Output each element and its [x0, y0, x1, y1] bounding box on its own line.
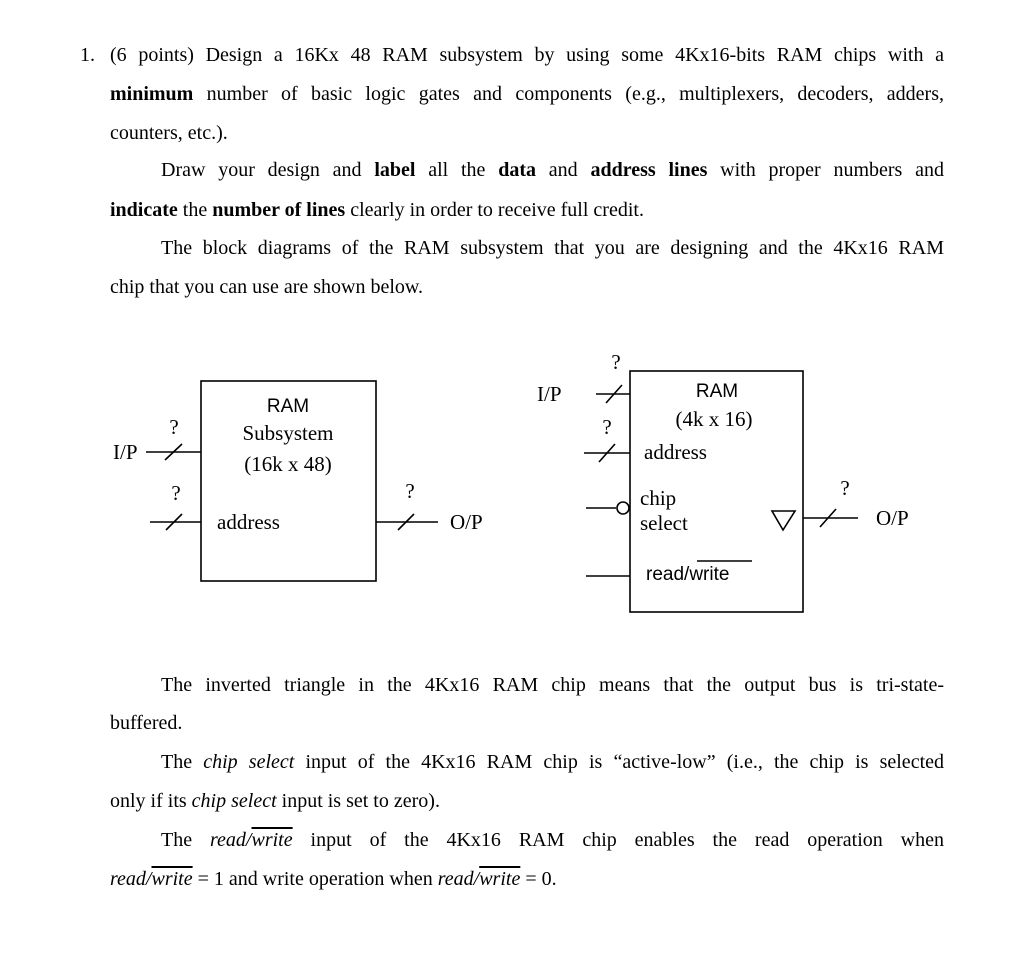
text: with proper numbers and	[707, 159, 944, 181]
read-italic: read/	[110, 868, 152, 890]
select-label: select	[640, 511, 688, 535]
indicate-bold: indicate	[110, 199, 178, 221]
read-write-label	[646, 564, 729, 585]
read-text: read/	[646, 564, 690, 585]
write-overline: write	[251, 829, 293, 851]
question-number: 1.	[80, 44, 95, 66]
tri-state-triangle	[772, 511, 795, 530]
text: input of the 4Kx16 RAM chip is “active-low” (i.e., the chip is selected	[294, 751, 944, 773]
chip-select-italic: chip select	[203, 751, 295, 773]
chip-select-line-2	[110, 789, 440, 813]
write-overline: write	[479, 868, 521, 890]
write-overline: write	[151, 868, 193, 890]
right-address-label: address	[644, 440, 707, 464]
chip-select-bubble	[617, 502, 629, 514]
text: input of the 4Kx16 RAM chip enables the read operation when	[292, 829, 944, 851]
text: all the	[415, 159, 499, 181]
read-italic: read/	[210, 829, 252, 851]
text: clearly in order to receive full credit.	[345, 199, 644, 221]
chip-label: chip	[640, 486, 677, 510]
right-op-question: ?	[840, 476, 850, 500]
text: Design a 16Kx 48 RAM subsystem by using some 4Kx16-bits RAM chips with a	[193, 44, 945, 66]
right-ram-title: RAM	[695, 381, 739, 402]
number-of-lines-bold: number of lines	[212, 199, 346, 221]
right-op-label: O/P	[876, 506, 909, 530]
left-subsystem-label: Subsystem	[242, 421, 334, 445]
text: The	[161, 751, 204, 773]
block-intro-line-1: The block diagrams of the RAM subsystem that you are designing and the 4Kx16 RAM	[161, 237, 944, 259]
address-lines-bold: address lines	[590, 159, 708, 181]
text: input is set to zero).	[276, 790, 440, 812]
left-ram-title: RAM	[266, 396, 310, 417]
left-op-question: ?	[405, 479, 415, 503]
right-address-question: ?	[602, 415, 612, 439]
question-line-3: counters, etc.).	[110, 122, 228, 144]
label-bold: label	[374, 159, 416, 181]
left-ip-label: I/P	[113, 440, 138, 464]
left-ip-question: ?	[169, 415, 179, 439]
chip-select-italic: chip select	[191, 790, 277, 812]
text: and	[536, 159, 591, 181]
text: number of basic logic gates and components (e.g., multiplexers, decoders, adders,	[193, 83, 944, 105]
write-text: write	[689, 564, 730, 585]
read-write-line-2	[110, 867, 557, 891]
tri-state-line-1: The inverted triangle in the 4Kx16 RAM chip means that the output bus is tri-state-	[161, 674, 944, 696]
text: only if its	[110, 790, 192, 812]
minimum-bold: minimum	[110, 83, 194, 105]
block-intro-line-2: chip that you can use are shown below.	[110, 276, 424, 298]
left-address-question: ?	[171, 481, 181, 505]
chip-select-line-1	[161, 750, 944, 774]
data-bold: data	[498, 159, 537, 181]
right-size-label: (4k x 16)	[675, 407, 753, 431]
tri-state-line-2: buffered.	[110, 712, 183, 734]
right-ip-question: ?	[611, 350, 621, 374]
read-write-line-1	[161, 828, 944, 852]
left-size-label: (16k x 48)	[244, 452, 332, 476]
text: = 0.	[520, 868, 557, 890]
points-label: (6 points)	[110, 44, 194, 66]
text: = 1 and write operation when	[192, 868, 438, 890]
left-address-label: address	[217, 510, 280, 534]
left-op-label: O/P	[450, 510, 483, 534]
text: Draw your design and	[161, 159, 375, 181]
read-italic: read/	[437, 868, 480, 890]
text: the	[177, 199, 213, 221]
text: The	[161, 829, 211, 851]
right-ip-label: I/P	[537, 382, 562, 406]
